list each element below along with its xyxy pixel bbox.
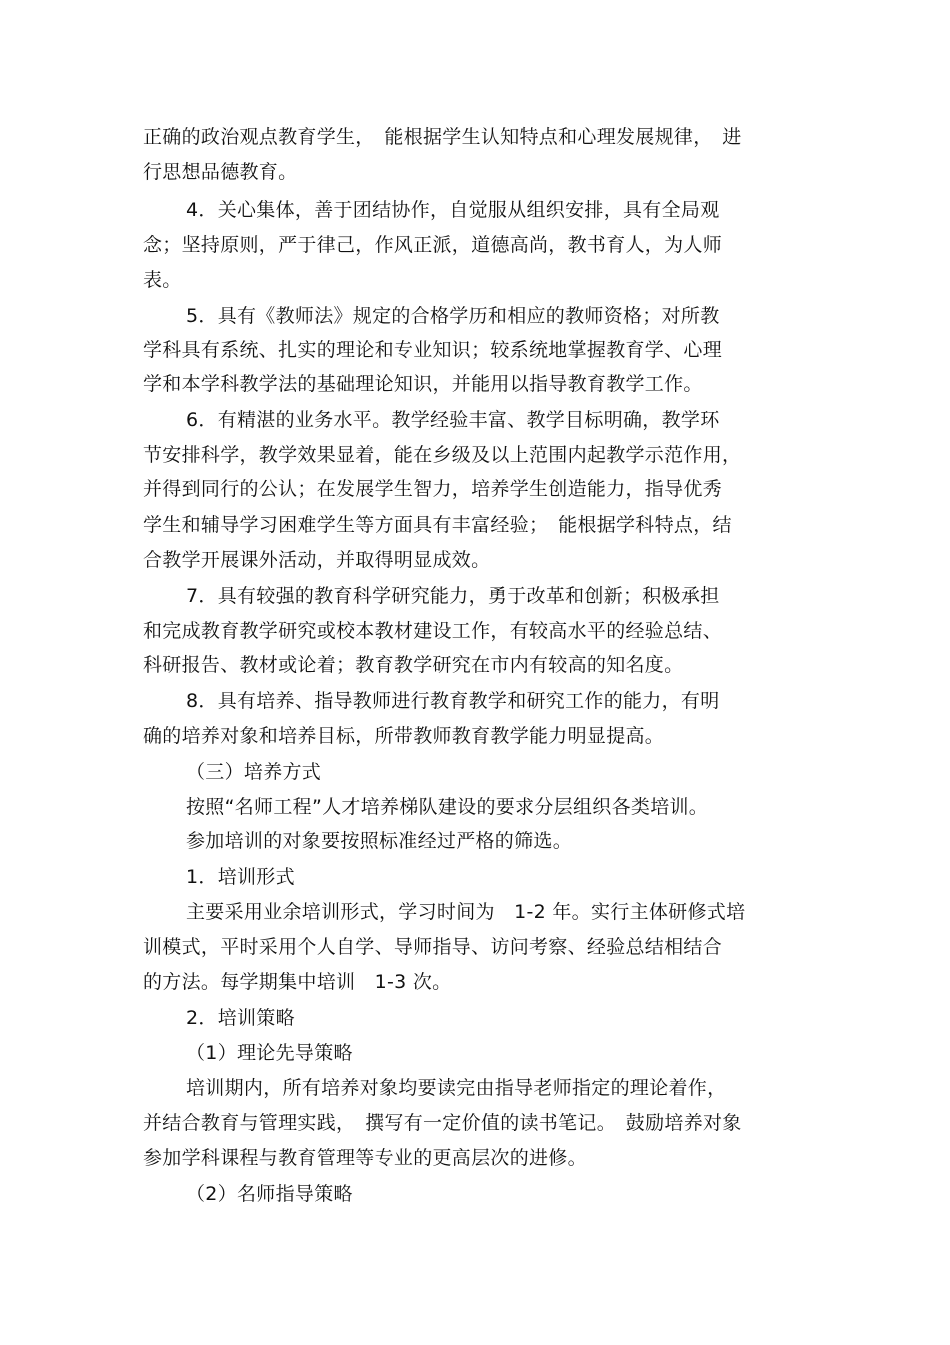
text-line: 6．有精湛的业务水平。教学经验丰富、教学目标明确，教学环 xyxy=(186,409,720,431)
text-line: 参加学科课程与教育管理等专业的更高层次的进修。 xyxy=(143,1147,587,1169)
subsection-heading: （2）名师指导策略 xyxy=(186,1183,353,1205)
text-line: 学科具有系统、扎实的理论和专业知识；较系统地掌握教育学、心理 xyxy=(143,339,723,361)
text-line: 科研报告、教材或论着；教育教学研究在市内有较高的知名度。 xyxy=(143,654,684,676)
subsection-heading: （1）理论先导策略 xyxy=(186,1042,353,1064)
text-line: 参加培训的对象要按照标准经过严格的筛选。 xyxy=(186,830,573,852)
subsection-heading: 2．培训策略 xyxy=(186,1007,295,1029)
text-line: 念；坚持原则，严于律己，作风正派，道德高尚，教书育人，为人师 xyxy=(143,234,723,256)
text-line: 4．关心集体，善于团结协作，自觉服从组织安排，具有全局观 xyxy=(186,199,720,221)
subsection-heading: 1．培训形式 xyxy=(186,866,295,888)
text-line: 8．具有培养、指导教师进行教育教学和研究工作的能力，有明 xyxy=(186,690,720,712)
text-line: 学和本学科教学法的基础理论知识，并能用以指导教育教学工作。 xyxy=(143,373,703,395)
text-line: 5．具有《教师法》规定的合格学历和相应的教师资格；对所教 xyxy=(186,305,720,327)
text-line: 确的培养对象和培养目标，所带教师教育教学能力明显提高。 xyxy=(143,725,665,747)
text-line: 并得到同行的公认；在发展学生智力，培养学生创造能力，指导优秀 xyxy=(143,478,723,500)
text-line: 学生和辅导学习困难学生等方面具有丰富经验； 能根据学科特点，结 xyxy=(143,514,732,536)
text-line: 节安排科学，教学效果显着，能在乡级及以上范围内起教学示范作用， xyxy=(143,444,742,466)
section-heading: （三）培养方式 xyxy=(186,761,322,783)
text-line: 正确的政治观点教育学生， 能根据学生认知特点和心理发展规律， 进 xyxy=(143,126,742,148)
text-line: 训模式，平时采用个人自学、导师指导、访问考察、经验总结相结合 xyxy=(143,936,723,958)
text-line: 表。 xyxy=(143,269,182,291)
text-line: 7．具有较强的教育科学研究能力，勇于改革和创新；积极承担 xyxy=(186,585,720,607)
text-line: 的方法。每学期集中培训 1-3 次。 xyxy=(143,971,452,993)
text-line: 和完成教育教学研究或校本教材建设工作，有较高水平的经验总结、 xyxy=(143,620,723,642)
text-line: 合教学开展课外活动，并取得明显成效。 xyxy=(143,549,491,571)
text-line: 按照“名师工程”人才培养梯队建设的要求分层组织各类培训。 xyxy=(186,796,709,818)
text-line: 培训期内，所有培养对象均要读完由指导老师指定的理论着作， xyxy=(186,1077,727,1099)
text-line: 主要采用业余培训形式，学习时间为 1-2 年。实行主体研修式培 xyxy=(186,901,746,923)
text-line: 并结合教育与管理实践， 撰写有一定价值的读书笔记。 鼓励培养对象 xyxy=(143,1112,742,1134)
text-line: 行思想品德教育。 xyxy=(143,161,298,183)
